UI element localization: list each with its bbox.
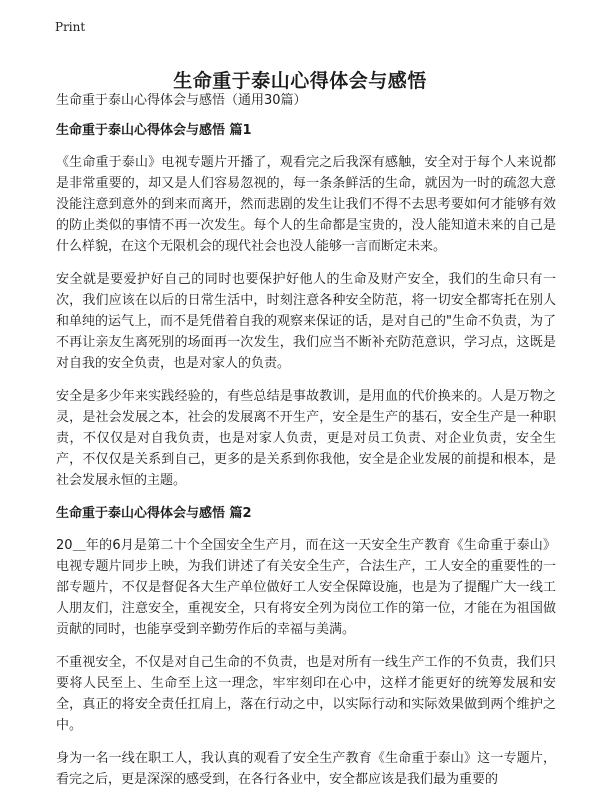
document-subtitle: 生命重于泰山心得体会与感悟（通用30篇） <box>56 93 307 108</box>
paragraph: 安全就是要爱护好自己的同时也要保护好他人的生命及财产安全，我们的生命只有一次，我们应该在以后的日常生活中，时刻注意各种安全防范，将一切安全都寄托在别人和单纯的运气上，而不是凭借着自我的观察来保证的话，是对自己的"生命不负责，为了不再让亲友生离死别的场面再一次发生，我们应当不断补充防范意识，学习点，这既是对自我的安全负责，也是对家人的负责。 <box>56 272 556 371</box>
paragraph: 20＿年的6月是第二十个全国安全生产月，而在这一天安全生产教育《生命重于泰山》电视专题片同步上映，为我们讲述了有关安全生产，合法生产，工人安全的重要性的一部专题片，不仅是督促各大生产单位做好工人安全保障设施，也是为了提醒广大一线工人朋友们，注意安全，重视安全，只有将安全列为岗位工作的第一位，才能在为祖国做贡献的同时，也能享受到辛勤劳作后的幸福与美满。 <box>56 538 556 637</box>
paragraph: 不重视安全，不仅是对自己生命的不负责，也是对所有一线生产工作的不负责，我们只要将人民至上、生命至上这一理念，牢牢刻印在心中，这样才能更好的统筹发展和安全，真正的将安全责任扛肩上，落在行动之中，以实际行动和实际效果做到两个维护之中。 <box>56 655 556 733</box>
section-heading-2: 生命重于泰山心得体会与感悟 篇2 <box>56 506 252 521</box>
paragraph: 身为一名一线在职工人，我认真的观看了安全生产教育《生命重于泰山》这一专题片，看完之后，更是深深的感受到，在各行各业中，安全都应该是我们最为重要的 <box>56 751 556 787</box>
article-body <box>56 90 556 802</box>
print-link[interactable]: Print <box>55 20 86 34</box>
paragraph: 安全是多少年来实践经验的，有些总结是事故教训，是用血的代价换来的。人是万物之灵，是社会发展之本，社会的发展离不开生产，安全是生产的基石，安全生产是一种职责，不仅仅是对自我负责，也是对家人负责，更是对员工负责、对企业负责，安全生产，不仅仅是关系到自己，更多的是关系到你我他，安全是企业发展的前提和根本，是社会发展永恒的主题。 <box>56 389 556 488</box>
section-heading-1: 生命重于泰山心得体会与感悟 篇1 <box>56 123 252 138</box>
paragraph: 《生命重于泰山》电视专题片开播了，观看完之后我深有感触，安全对于每个人来说都是非常重要的，却又是人们容易忽视的，每一条条鲜活的生命，就因为一时的疏忽大意没能注意到意外的到来而离开，然而悲剧的发生让我们不得不去思考要如何才能够有效的防止类似的事情不再一次发生。每个人的生命都是宝贵的，没人能知道未来的自己是什么样貌，在这个无限机会的现代社会也没人能够一言而断定未来。 <box>56 155 556 254</box>
page-title: 生命重于泰山心得体会与感悟 <box>173 69 427 92</box>
